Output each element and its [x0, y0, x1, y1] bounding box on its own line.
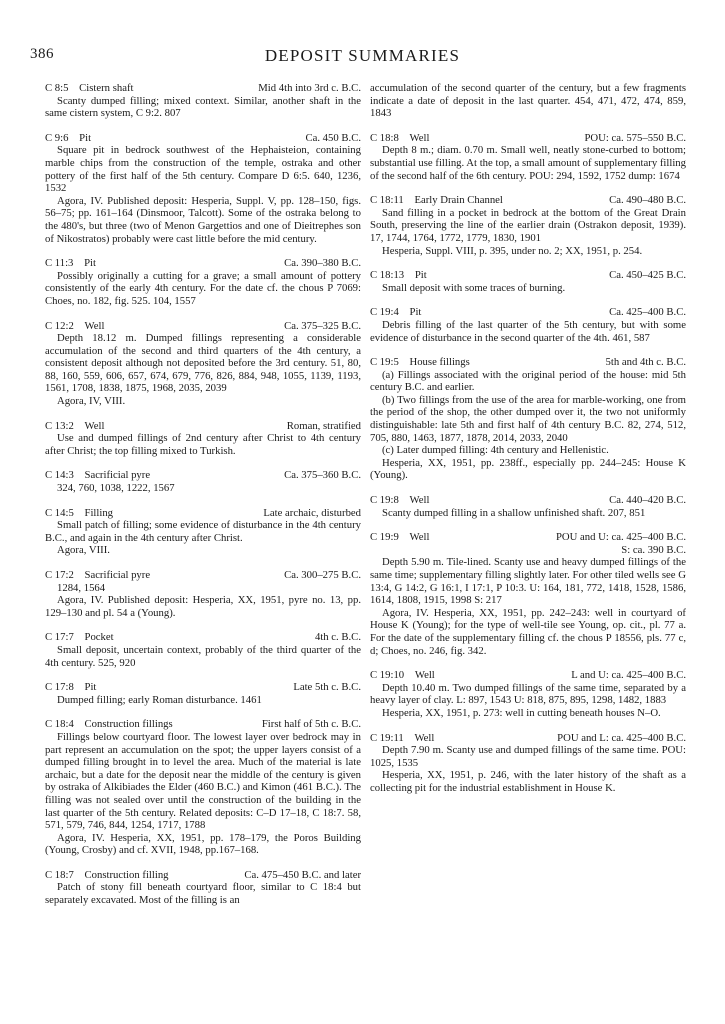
entry-paragraph: Patch of stony fill beneath courtyard floor, similar to C 18:4 but separately excavated. Most of the filling is an	[45, 881, 361, 907]
deposit-id: C 12:2	[45, 319, 74, 332]
deposit-name: Pit	[84, 257, 96, 270]
entry-heading	[45, 420, 361, 433]
entry-heading	[370, 194, 686, 207]
deposit-entry	[370, 132, 686, 182]
entry-heading	[45, 469, 361, 482]
deposit-date: Ca. 375–325 B.C.	[284, 319, 361, 332]
deposit-id: C 19:4	[370, 306, 399, 319]
deposit-entry	[370, 669, 686, 719]
deposit-name: Well	[84, 319, 105, 332]
deposit-date: 5th and 4th c. B.C.	[605, 356, 686, 369]
entry-title	[45, 82, 133, 95]
deposit-entry	[45, 257, 361, 307]
deposit-id: C 18:7	[45, 868, 74, 881]
deposit-date: Ca. 375–360 B.C.	[284, 469, 361, 482]
deposit-name: Well	[84, 419, 105, 432]
entry-paragraph: Hesperia, XX, 1951, p. 246, with the later history of the shaft as a collecting pit for the industrial establishment in House K.	[370, 769, 686, 794]
entry-heading	[45, 257, 361, 270]
deposit-id: C 17:2	[45, 569, 74, 581]
entry-title	[370, 194, 503, 207]
deposit-date: Roman, stratified	[286, 419, 361, 432]
entry-title	[45, 507, 113, 520]
entry-heading	[370, 531, 686, 544]
deposit-entry	[370, 732, 686, 795]
deposit-entry	[45, 507, 361, 557]
entry-paragraph: Agora, IV. Published deposit: Hesperia, XX, 1951, pyre no. 13, pp. 129–130 and pl. 54 a (Young).	[45, 594, 361, 619]
entry-heading	[45, 681, 361, 694]
deposit-id: C 17:8	[45, 681, 74, 694]
entry-title	[45, 718, 173, 731]
entry-paragraph: Depth 5.90 m. Tile-lined. Scanty use and heavy dumped fillings of the same time; supplementary filling slightly later. For other tiled wells see G 13:4, G 14:2, G 16:1, I 17:1, P 10:3. U: 164, 181, 772, 1418, 1528, 1586, 1614, 1808, 1915, 1998 S: 217	[370, 556, 686, 607]
deposit-entry	[370, 356, 686, 482]
deposit-entry	[45, 631, 361, 669]
deposit-id: C 11:3	[45, 257, 74, 270]
entry-title	[370, 531, 429, 544]
deposit-date: Ca. 450–425 B.C.	[609, 269, 686, 282]
deposit-date: L and U: ca. 425–400 B.C.	[571, 669, 686, 682]
entry-title	[45, 420, 104, 433]
entry-heading	[45, 132, 361, 145]
deposit-entry	[45, 420, 361, 458]
deposit-name: Construction filling	[84, 868, 169, 881]
deposit-id: C 17:7	[45, 631, 74, 644]
entry-paragraph: Agora, IV, VIII.	[57, 395, 126, 408]
entry-paragraph: accumulation of the second quarter of the century, but a few fragments indicate a date of deposit in the last quarter. 454, 471, 472, 474, 859, 1843	[370, 82, 686, 120]
entry-paragraph: Sand filling in a pocket in bedrock at the bottom of the Great Drain South, preserving the line of the earlier drain (Ostrakon deposit, 1939). 17, 1744, 1764, 1772, 1779, 1830, 1901	[370, 206, 686, 244]
deposit-id: C 18:4	[45, 718, 74, 731]
entry-heading	[45, 320, 361, 333]
entry-heading	[370, 669, 686, 682]
deposit-entry	[370, 269, 686, 294]
entry-title	[45, 681, 96, 694]
deposit-date: Late archaic, disturbed	[263, 506, 361, 519]
entry-paragraph: Use and dumped fillings of 2nd century after Christ to 4th century after Christ; the top filling mixed to Turkish.	[45, 432, 361, 457]
deposit-date: Ca. 440–420 B.C.	[609, 494, 686, 507]
entry-paragraph: Depth 8 m.; diam. 0.70 m. Small well, neatly stone-curbed to bottom; substantial use filling. At the top, a small amount of supplementary filling of the second half of the 6th century. POU: 294, 1592, 1752 dump: 1674	[370, 144, 686, 182]
entry-paragraph: Hesperia, XX, 1951, p. 273: well in cutting beneath houses N–O.	[382, 706, 661, 719]
entry-paragraph: (b) Two fillings from the use of the area for marble-working, one from the period of the shop, the other dumped over it, the two not uniformly distinguishable: late 5th and first half of 4th century B.C. 82, 274, 512, 705, 880, 1463, 1877, 1878, 2014, 2033, 2040	[370, 393, 686, 444]
deposit-name: Sacrificial pyre	[84, 569, 151, 581]
entry-paragraph: Scanty dumped filling; mixed context. Similar, another shaft in the same cistern system, C 9:2. 807	[45, 94, 361, 120]
continued-entry	[370, 82, 686, 120]
deposit-date: First half of 5th c. B.C.	[261, 718, 361, 731]
deposit-name: House fillings	[409, 356, 470, 369]
entry-title	[370, 732, 434, 745]
deposit-date: 4th c. B.C.	[314, 631, 361, 644]
deposit-entry	[45, 82, 361, 120]
deposit-name: Pit	[409, 306, 422, 319]
entry-paragraph: Agora, VIII.	[57, 544, 110, 557]
deposit-name: Well	[414, 669, 435, 682]
deposit-date: Ca. 300–275 B.C.	[284, 569, 361, 581]
entry-title	[370, 356, 470, 369]
deposit-name: Well	[414, 731, 435, 744]
page-header	[30, 46, 695, 68]
entry-heading	[45, 569, 361, 582]
entry-paragraph: 324, 760, 1038, 1222, 1567	[57, 482, 175, 495]
deposit-name: Sacrificial pyre	[84, 469, 151, 482]
entry-paragraph: Dumped filling; early Roman disturbance. 1461	[57, 693, 262, 706]
deposit-date: Ca. 475–450 B.C. and later	[244, 868, 361, 881]
entry-heading	[45, 631, 361, 644]
entry-heading	[370, 732, 686, 745]
deposit-entry	[45, 681, 361, 706]
deposit-date: Ca. 425–400 B.C.	[609, 306, 686, 319]
deposit-date: Ca. 390–380 B.C.	[284, 257, 361, 270]
entry-title	[45, 631, 114, 644]
entry-title	[45, 469, 150, 482]
entry-heading	[370, 356, 686, 369]
deposit-entry	[45, 869, 361, 907]
deposit-name: Construction fillings	[84, 718, 173, 731]
right-column	[370, 82, 686, 807]
deposit-name: Filling	[84, 506, 114, 519]
deposit-id: C 19:8	[370, 494, 399, 507]
entry-paragraph: Square pit in bedrock southwest of the Hephaisteion, containing marble chips from the construction of the temple, ostraka and other pottery of the first half of the 5th century. Compare D 6:5. 640, 1236, 1532	[45, 144, 361, 195]
deposit-entry	[45, 569, 361, 619]
entry-paragraph: Agora, IV. Published deposit: Hesperia, Suppl. V, pp. 128–150, figs. 56–75; pp. 161–164 (Dinsmoor, Talcott). Some of the ostraka belong to the 480's, but three (two of Menon Gargettios and one of Dieitrephes son of Nikostratos) probably were cast little before the mid century.	[45, 194, 361, 245]
deposit-id: C 9:6	[45, 131, 69, 144]
entry-title	[370, 132, 429, 145]
entry-title	[370, 669, 435, 682]
deposit-entry	[370, 494, 686, 519]
deposit-date: POU: ca. 575–550 B.C.	[584, 131, 686, 144]
entry-paragraph: Small deposit, uncertain context, probably of the third quarter of the 4th century. 525, 920	[45, 643, 361, 669]
entry-heading	[45, 82, 361, 95]
entry-paragraph: Depth 18.12 m. Dumped fillings representing a considerable accumulation of the second and third quarters of the 4th century, a consistent deposit although not deposited before the 3rd century. 51, 80, 88, 160, 559, 606, 657, 674, 679, 776, 826, 884, 948, 1055, 1139, 1193, 1561, 1708, 1838, 1875, 1968, 2035, 2039	[45, 332, 361, 395]
entry-paragraph: Possibly originally a cutting for a grave; a small amount of pottery consistently of the early 4th century. For the date cf. the chous P 7069: Choes, no. 182, fig. 525. 104, 1557	[45, 269, 361, 307]
deposit-entry	[370, 194, 686, 257]
entry-heading	[45, 718, 361, 731]
deposit-entry	[45, 320, 361, 408]
deposit-date: POU and U: ca. 425–400 B.C.	[555, 531, 686, 544]
deposit-date: Late 5th c. B.C.	[293, 681, 361, 694]
deposit-date: Ca. 490–480 B.C.	[609, 194, 686, 207]
deposit-id: C 14:5	[45, 506, 74, 519]
deposit-id: C 19:11	[370, 731, 404, 744]
entry-heading	[370, 494, 686, 507]
deposit-name: Pit	[79, 131, 92, 144]
entry-heading	[370, 132, 686, 145]
entry-paragraph: Depth 10.40 m. Two dumped fillings of the same time, separated by a heavy layer of clay. L: 897, 1543 U: 818, 875, 895, 1298, 1482, 1883	[370, 681, 686, 707]
deposit-name: Well	[409, 131, 430, 144]
entry-title	[370, 494, 429, 507]
entry-title	[370, 269, 427, 282]
deposit-name: Well	[409, 531, 430, 544]
page-number: 386	[30, 46, 54, 62]
deposit-id: C 19:10	[370, 669, 405, 682]
deposit-entry	[370, 306, 686, 344]
deposit-entry	[370, 531, 686, 657]
deposit-id: C 19:9	[370, 531, 399, 544]
deposit-name: Well	[409, 494, 430, 507]
left-column	[45, 82, 361, 919]
entry-heading	[45, 507, 361, 520]
entry-paragraph: (c) Later dumped filling: 4th century and Hellenistic.	[382, 444, 609, 457]
deposit-entry	[45, 132, 361, 245]
entry-paragraph: Scanty dumped filling in a shallow unfinished shaft. 207, 851	[382, 506, 646, 519]
deposit-id: C 8:5	[45, 82, 69, 94]
deposit-date-secondary: S: ca. 390 B.C.	[621, 543, 686, 556]
deposit-date: Mid 4th into 3rd c. B.C.	[258, 82, 361, 94]
entry-paragraph: Debris filling of the last quarter of the 5th century, but with some evidence of disturbance in the second quarter of the 4th. 461, 587	[370, 318, 686, 344]
entry-heading	[370, 269, 686, 282]
entry-title	[45, 320, 104, 333]
deposit-id: C 18:11	[370, 194, 404, 207]
entry-paragraph: Depth 7.90 m. Scanty use and dumped fillings of the same time. POU: 1025, 1535	[370, 744, 686, 769]
deposit-id: C 18:13	[370, 269, 405, 282]
entry-paragraph: Fillings below courtyard floor. The lowest layer over bedrock may in part represent an accumulation on the spot; the upper layers consist of a dumped filling brought in to level the area. Much of the material is late archaic, but a date for the deposit near the middle of the century is given by ostraka of Alkibiades the Elder (460 B.C.) and Kimon (461 B.C.). The filling was not sealed over until the construction of the building in the last quarter of the 5th century. Related deposits: C–D 17–18, C 18:7. 58, 571, 579, 746, 844, 1254, 1717, 1788	[45, 730, 361, 832]
entry-paragraph: Small deposit with some traces of burning.	[382, 281, 566, 294]
entry-heading	[45, 869, 361, 882]
entry-paragraph: 1284, 1564	[57, 581, 106, 594]
entry-title	[45, 569, 150, 582]
entry-paragraph: Agora, IV. Hesperia, XX, 1951, pp. 178–179, the Poros Building (Young, Crosby) and cf. XVII, 1948, pp.167–168.	[45, 831, 361, 857]
entry-paragraph: Agora, IV. Hesperia, XX, 1951, pp. 242–243: well in courtyard of House K (Young); for the type of well-tile see Young, op. cit., pl. 77 a. For the date of the supplementary filling cf. the chous P 18556, pls. 77 c, d; Choes, no. 246, fig. 342.	[370, 606, 686, 657]
entry-paragraph: (a) Fillings associated with the original period of the house: mid 5th century B.C. and earlier.	[370, 368, 686, 394]
entry-title	[45, 257, 96, 270]
entry-heading	[370, 306, 686, 319]
entry-paragraph: Small patch of filling; some evidence of disturbance in the 4th century B.C., and again in the 4th century after Christ.	[45, 519, 361, 544]
deposit-name: Pocket	[84, 631, 114, 644]
deposit-id: C 14:3	[45, 469, 74, 482]
running-head: DEPOSIT SUMMARIES	[264, 46, 461, 65]
deposit-entry	[45, 469, 361, 494]
deposit-date: POU and L: ca. 425–400 B.C.	[557, 731, 686, 744]
deposit-entry	[45, 718, 361, 857]
deposit-id: C 18:8	[370, 131, 399, 144]
entry-title	[370, 306, 421, 319]
deposit-name: Pit	[414, 269, 427, 282]
deposit-name: Early Drain Channel	[414, 194, 503, 207]
deposit-name: Pit	[84, 681, 97, 694]
entry-title	[45, 132, 91, 145]
deposit-id: C 19:5	[370, 356, 399, 369]
deposit-name: Cistern shaft	[79, 82, 134, 94]
deposit-date: Ca. 450 B.C.	[305, 131, 361, 144]
entry-title	[45, 869, 169, 882]
deposit-id: C 13:2	[45, 419, 74, 432]
entry-paragraph: Hesperia, XX, 1951, pp. 238ff., especially pp. 244–245: House K (Young).	[370, 456, 686, 482]
entry-paragraph: Hesperia, Suppl. VIII, p. 395, under no. 2; XX, 1951, p. 254.	[382, 244, 643, 257]
